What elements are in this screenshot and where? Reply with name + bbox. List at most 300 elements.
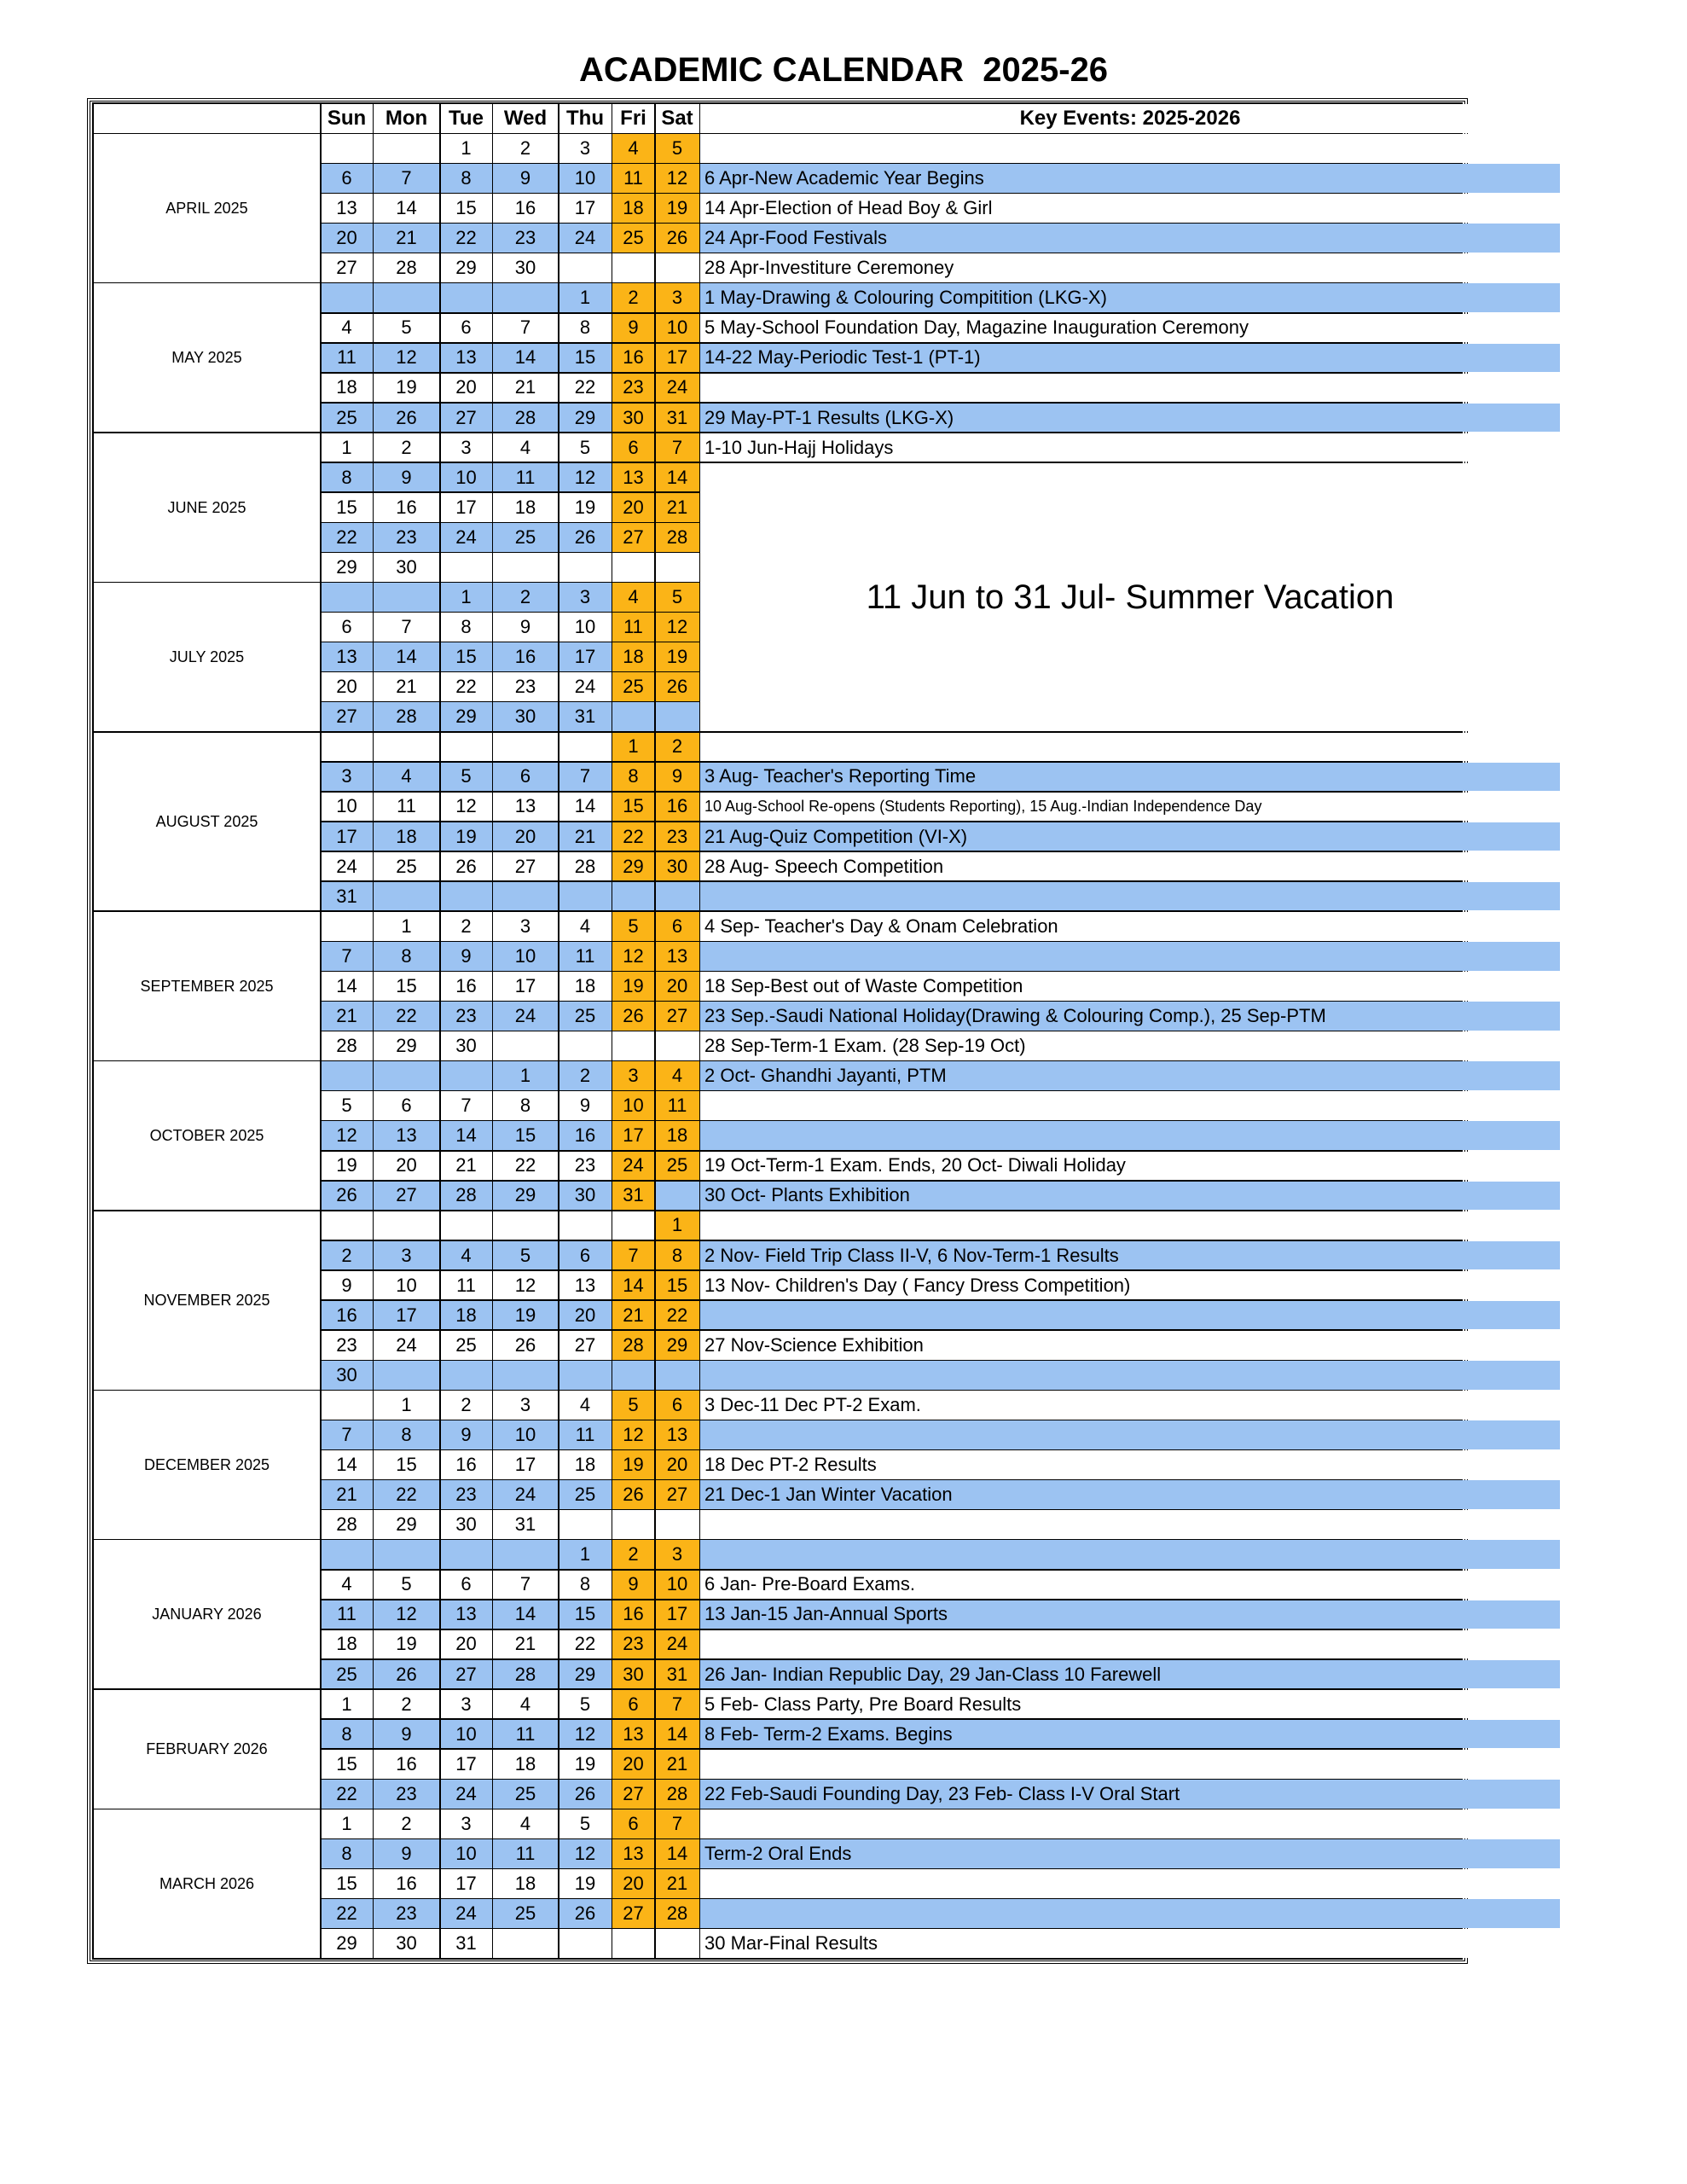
event-cell: 28 Sep-Term-1 Exam. (28 Sep-19 Oct): [700, 1031, 1560, 1060]
day-cell: 25: [612, 672, 654, 701]
day-cell: 13: [322, 194, 373, 223]
day-cell: [656, 553, 699, 582]
day-cell: 5: [441, 763, 492, 792]
event-cell: 3 Dec-11 Dec PT-2 Exam.: [700, 1391, 1560, 1420]
day-cell: 4: [656, 1061, 699, 1090]
day-cell: 9: [656, 763, 699, 792]
day-cell: 8: [322, 1720, 373, 1749]
event-cell: 1 May-Drawing & Colouring Compitition (LKG-X): [700, 283, 1560, 312]
day-cell: 20: [612, 1750, 654, 1779]
day-cell: [374, 134, 439, 163]
month-label: FEBRUARY 2026: [94, 1690, 320, 1809]
day-cell: 16: [493, 194, 558, 223]
day-cell: 3: [493, 1391, 558, 1420]
day-cell: 19: [374, 374, 439, 403]
day-cell: 24: [441, 1780, 492, 1809]
day-cell: 20: [656, 972, 699, 1001]
day-cell: 12: [559, 463, 612, 492]
day-cell: [322, 912, 373, 941]
day-cell: 31: [441, 1929, 492, 1958]
day-cell: 5: [612, 1391, 654, 1420]
day-cell: 20: [441, 374, 492, 403]
day-cell: 8: [322, 1839, 373, 1868]
event-cell: 14 Apr-Election of Head Boy & Girl: [700, 194, 1560, 223]
day-cell: 2: [374, 433, 439, 462]
day-cell: 29: [441, 253, 492, 282]
day-cell: 31: [656, 1660, 699, 1689]
day-cell: 1: [612, 733, 654, 762]
day-cell: [559, 1211, 612, 1240]
day-cell: 28: [612, 1331, 654, 1360]
day-cell: 24: [322, 852, 373, 881]
day-cell: 12: [374, 344, 439, 373]
day-cell: [493, 882, 558, 911]
day-cell: 10: [493, 1420, 558, 1449]
day-cell: 30: [441, 1031, 492, 1060]
day-cell: 3: [656, 283, 699, 312]
day-cell: 29: [559, 1660, 612, 1689]
day-cell: 29: [322, 1929, 373, 1958]
day-cell: 15: [322, 493, 373, 522]
event-cell: [700, 1540, 1560, 1569]
day-cell: 17: [322, 822, 373, 851]
day-cell: 23: [612, 1630, 654, 1659]
day-cell: 28: [374, 702, 439, 731]
day-cell: 19: [493, 1301, 558, 1330]
month-label: JUNE 2025: [94, 433, 320, 582]
day-cell: 1: [441, 134, 492, 163]
day-cell: 2: [612, 283, 654, 312]
day-cell: 28: [656, 1899, 699, 1928]
event-cell: [700, 1211, 1560, 1240]
day-cell: 5: [656, 583, 699, 612]
day-cell: 22: [322, 1780, 373, 1809]
day-cell: 9: [441, 942, 492, 971]
day-cell: 7: [322, 942, 373, 971]
day-cell: 16: [656, 793, 699, 822]
day-cell: 5: [374, 1571, 439, 1600]
day-cell: 7: [493, 1571, 558, 1600]
day-cell: 27: [322, 253, 373, 282]
day-cell: 14: [322, 1450, 373, 1479]
day-cell: [559, 733, 612, 762]
month-label: OCTOBER 2025: [94, 1061, 320, 1210]
day-cell: 22: [322, 523, 373, 552]
day-cell: 22: [374, 1002, 439, 1031]
day-cell: 11: [612, 613, 654, 642]
day-cell: 13: [656, 1420, 699, 1449]
day-cell: 16: [374, 493, 439, 522]
day-cell: 24: [656, 1630, 699, 1659]
day-cell: 28: [656, 1780, 699, 1809]
day-cell: 27: [374, 1182, 439, 1211]
day-cell: 25: [322, 1660, 373, 1689]
event-cell: [700, 1510, 1560, 1539]
day-cell: 10: [612, 1091, 654, 1120]
day-cell: 2: [374, 1809, 439, 1838]
day-cell: [374, 1361, 439, 1390]
day-cell: 28: [322, 1031, 373, 1060]
day-cell: 15: [493, 1121, 558, 1150]
day-cell: 23: [441, 1480, 492, 1509]
day-cell: 4: [493, 433, 558, 462]
day-cell: 18: [612, 194, 654, 223]
day-cell: 21: [322, 1480, 373, 1509]
day-cell: 3: [559, 583, 612, 612]
day-cell: 15: [441, 642, 492, 671]
day-cell: 16: [441, 972, 492, 1001]
day-cell: [493, 1211, 558, 1240]
day-cell: [441, 553, 492, 582]
day-cell: 30: [322, 1361, 373, 1390]
day-cell: 21: [612, 1301, 654, 1330]
day-cell: 11: [322, 344, 373, 373]
day-cell: [322, 1391, 373, 1420]
day-cell: 25: [322, 404, 373, 433]
day-cell: 15: [656, 1271, 699, 1300]
day-cell: 17: [441, 493, 492, 522]
day-cell: 1: [374, 912, 439, 941]
day-cell: 3: [441, 1809, 492, 1838]
day-cell: 18: [493, 1750, 558, 1779]
event-cell: 18 Dec PT-2 Results: [700, 1450, 1560, 1479]
day-cell: 3: [441, 433, 492, 462]
header-blank: [94, 104, 320, 133]
event-cell: 4 Sep- Teacher's Day & Onam Celebration: [700, 912, 1560, 941]
day-cell: 12: [656, 613, 699, 642]
event-cell: 24 Apr-Food Festivals: [700, 224, 1560, 253]
day-cell: 16: [559, 1121, 612, 1150]
day-cell: 4: [612, 583, 654, 612]
event-cell: 5 Feb- Class Party, Pre Board Results: [700, 1690, 1560, 1719]
day-cell: 19: [559, 1869, 612, 1898]
day-cell: 30: [559, 1182, 612, 1211]
day-cell: [612, 1031, 654, 1060]
day-cell: 13: [374, 1121, 439, 1150]
day-cell: 6: [612, 1809, 654, 1838]
day-cell: 6: [441, 314, 492, 343]
day-cell: 13: [612, 1839, 654, 1868]
day-cell: [559, 1929, 612, 1958]
day-cell: [656, 253, 699, 282]
day-cell: [612, 702, 654, 731]
day-cell: 6: [656, 912, 699, 941]
day-cell: 12: [322, 1121, 373, 1150]
day-cell: 24: [374, 1331, 439, 1360]
day-cell: 10: [441, 463, 492, 492]
day-cell: 31: [322, 882, 373, 911]
day-cell: 3: [374, 1241, 439, 1270]
day-cell: [374, 283, 439, 312]
day-cell: 17: [441, 1869, 492, 1898]
month-label: SEPTEMBER 2025: [94, 912, 320, 1060]
day-cell: 18: [612, 642, 654, 671]
day-cell: 4: [612, 134, 654, 163]
day-cell: 11: [612, 164, 654, 193]
day-cell: 18: [322, 374, 373, 403]
day-cell: 11: [374, 793, 439, 822]
day-cell: 2: [441, 1391, 492, 1420]
day-cell: 21: [441, 1152, 492, 1181]
day-cell: 20: [493, 822, 558, 851]
day-cell: 24: [612, 1152, 654, 1181]
event-cell: [700, 1630, 1560, 1659]
day-cell: 16: [612, 344, 654, 373]
day-cell: 19: [656, 642, 699, 671]
day-cell: 24: [441, 1899, 492, 1928]
day-cell: 14: [441, 1121, 492, 1150]
day-cell: 23: [374, 523, 439, 552]
day-cell: 20: [322, 224, 373, 253]
event-cell: Term-2 Oral Ends: [700, 1839, 1560, 1868]
day-cell: 21: [374, 672, 439, 701]
day-cell: 30: [493, 253, 558, 282]
day-cell: [612, 1361, 654, 1390]
header-sun: Sun: [322, 104, 373, 133]
day-cell: 30: [493, 702, 558, 731]
day-cell: 2: [493, 583, 558, 612]
day-cell: 27: [612, 1899, 654, 1928]
day-cell: 13: [559, 1271, 612, 1300]
day-cell: 19: [656, 194, 699, 223]
day-cell: 15: [441, 194, 492, 223]
day-cell: 29: [493, 1182, 558, 1211]
day-cell: 20: [441, 1630, 492, 1659]
day-cell: 27: [656, 1002, 699, 1031]
day-cell: 21: [656, 1750, 699, 1779]
day-cell: 20: [322, 672, 373, 701]
event-cell: [700, 1361, 1560, 1390]
day-cell: 20: [612, 1869, 654, 1898]
day-cell: 7: [656, 1809, 699, 1838]
day-cell: 9: [441, 1420, 492, 1449]
day-cell: 29: [656, 1331, 699, 1360]
day-cell: [322, 1061, 373, 1090]
day-cell: 29: [322, 553, 373, 582]
day-cell: 22: [322, 1899, 373, 1928]
day-cell: 27: [441, 404, 492, 433]
day-cell: [441, 1211, 492, 1240]
event-cell: 6 Apr-New Academic Year Begins: [700, 164, 1560, 193]
day-cell: 26: [612, 1480, 654, 1509]
day-cell: 6: [612, 1690, 654, 1719]
day-cell: 11: [493, 1720, 558, 1749]
day-cell: 29: [441, 702, 492, 731]
day-cell: 25: [493, 1899, 558, 1928]
day-cell: [559, 253, 612, 282]
event-cell: 26 Jan- Indian Republic Day, 29 Jan-Class 10 Farewell: [700, 1660, 1560, 1689]
day-cell: 24: [493, 1002, 558, 1031]
day-cell: [559, 1361, 612, 1390]
month-label: MARCH 2026: [94, 1809, 320, 1958]
day-cell: 6: [612, 433, 654, 462]
day-cell: 10: [493, 942, 558, 971]
event-cell: 13 Nov- Children's Day ( Fancy Dress Competition): [700, 1271, 1560, 1300]
day-cell: 7: [493, 314, 558, 343]
day-cell: 13: [493, 793, 558, 822]
day-cell: 21: [493, 374, 558, 403]
day-cell: 28: [493, 1660, 558, 1689]
day-cell: 6: [559, 1241, 612, 1270]
day-cell: 10: [374, 1271, 439, 1300]
day-cell: 22: [656, 1301, 699, 1330]
day-cell: 25: [559, 1480, 612, 1509]
day-cell: 2: [493, 134, 558, 163]
event-cell: [700, 1869, 1560, 1898]
day-cell: 12: [559, 1839, 612, 1868]
day-cell: 17: [493, 1450, 558, 1479]
day-cell: 18: [559, 1450, 612, 1479]
day-cell: 13: [656, 942, 699, 971]
day-cell: 30: [374, 553, 439, 582]
day-cell: 3: [441, 1690, 492, 1719]
day-cell: 14: [374, 642, 439, 671]
day-cell: 19: [322, 1152, 373, 1181]
month-label: JULY 2025: [94, 583, 320, 731]
day-cell: 27: [612, 1780, 654, 1809]
day-cell: 29: [374, 1031, 439, 1060]
day-cell: [612, 1929, 654, 1958]
event-cell: 2 Nov- Field Trip Class II-V, 6 Nov-Term-1 Results: [700, 1241, 1560, 1270]
day-cell: 14: [656, 1839, 699, 1868]
day-cell: [441, 1361, 492, 1390]
month-label: APRIL 2025: [94, 134, 320, 282]
day-cell: 6: [656, 1391, 699, 1420]
day-cell: 8: [559, 1571, 612, 1600]
day-cell: 6: [493, 763, 558, 792]
day-cell: [493, 1929, 558, 1958]
day-cell: 24: [441, 523, 492, 552]
day-cell: 25: [374, 852, 439, 881]
day-cell: 23: [322, 1331, 373, 1360]
day-cell: 10: [656, 1571, 699, 1600]
day-cell: 4: [374, 763, 439, 792]
day-cell: [374, 1211, 439, 1240]
day-cell: [656, 702, 699, 731]
day-cell: 6: [441, 1571, 492, 1600]
day-cell: 14: [322, 972, 373, 1001]
day-cell: 9: [493, 164, 558, 193]
day-cell: 3: [559, 134, 612, 163]
header-sat: Sat: [656, 104, 699, 133]
month-label: DECEMBER 2025: [94, 1391, 320, 1539]
month-label: MAY 2025: [94, 283, 320, 432]
event-cell: 22 Feb-Saudi Founding Day, 23 Feb- Class I-V Oral Start: [700, 1780, 1560, 1809]
day-cell: 2: [612, 1540, 654, 1569]
day-cell: 15: [322, 1750, 373, 1779]
day-cell: 25: [612, 224, 654, 253]
day-cell: 18: [374, 822, 439, 851]
day-cell: [656, 1929, 699, 1958]
day-cell: 23: [374, 1899, 439, 1928]
day-cell: 7: [656, 433, 699, 462]
day-cell: [612, 253, 654, 282]
day-cell: 11: [559, 1420, 612, 1449]
day-cell: 20: [656, 1450, 699, 1479]
day-cell: [612, 553, 654, 582]
day-cell: [322, 1540, 373, 1569]
event-cell: 23 Sep.-Saudi National Holiday(Drawing & Colouring Comp.), 25 Sep-PTM: [700, 1002, 1560, 1031]
summer-vacation-note: 11 Jun to 31 Jul- Summer Vacation: [700, 463, 1560, 731]
day-cell: 26: [656, 672, 699, 701]
calendar-table: [92, 102, 1463, 1960]
day-cell: [493, 1031, 558, 1060]
day-cell: 4: [322, 1571, 373, 1600]
day-cell: [374, 882, 439, 911]
event-cell: [700, 1121, 1560, 1150]
day-cell: 26: [559, 1780, 612, 1809]
day-cell: 11: [493, 1839, 558, 1868]
day-cell: 31: [612, 1182, 654, 1211]
day-cell: [374, 1540, 439, 1569]
day-cell: 27: [322, 702, 373, 731]
day-cell: [322, 283, 373, 312]
day-cell: 29: [374, 1510, 439, 1539]
day-cell: 2: [322, 1241, 373, 1270]
day-cell: 2: [656, 733, 699, 762]
day-cell: 26: [559, 1899, 612, 1928]
day-cell: 14: [493, 1600, 558, 1629]
day-cell: 9: [612, 1571, 654, 1600]
day-cell: 12: [374, 1600, 439, 1629]
event-cell: [700, 1899, 1560, 1928]
day-cell: 19: [374, 1630, 439, 1659]
header-wed: Wed: [493, 104, 558, 133]
day-cell: 27: [441, 1660, 492, 1689]
day-cell: 17: [493, 972, 558, 1001]
day-cell: 25: [493, 523, 558, 552]
day-cell: 13: [612, 463, 654, 492]
day-cell: 9: [374, 1839, 439, 1868]
day-cell: 22: [441, 672, 492, 701]
event-cell: 19 Oct-Term-1 Exam. Ends, 20 Oct- Diwali Holiday: [700, 1152, 1560, 1181]
day-cell: 20: [559, 1301, 612, 1330]
day-cell: 11: [559, 942, 612, 971]
day-cell: 6: [374, 1091, 439, 1120]
day-cell: 1: [656, 1211, 699, 1240]
day-cell: 10: [656, 314, 699, 343]
day-cell: 8: [441, 164, 492, 193]
event-cell: 28 Apr-Investiture Ceremoney: [700, 253, 1560, 282]
day-cell: 1: [322, 1690, 373, 1719]
day-cell: [374, 1061, 439, 1090]
day-cell: 10: [559, 164, 612, 193]
day-cell: 12: [656, 164, 699, 193]
day-cell: 8: [559, 314, 612, 343]
header-tue: Tue: [441, 104, 492, 133]
day-cell: 14: [493, 344, 558, 373]
event-cell: 10 Aug-School Re-opens (Students Reporting), 15 Aug.-Indian Independence Day: [700, 793, 1560, 822]
day-cell: 12: [493, 1271, 558, 1300]
header-key-events: Key Events: 2025-2026: [700, 104, 1560, 133]
day-cell: 9: [374, 463, 439, 492]
day-cell: 25: [493, 1780, 558, 1809]
day-cell: 26: [374, 404, 439, 433]
day-cell: 5: [322, 1091, 373, 1120]
day-cell: 26: [374, 1660, 439, 1689]
day-cell: 12: [559, 1720, 612, 1749]
day-cell: 7: [322, 1420, 373, 1449]
day-cell: 27: [656, 1480, 699, 1509]
day-cell: [493, 1361, 558, 1390]
day-cell: 24: [559, 224, 612, 253]
day-cell: 17: [656, 344, 699, 373]
day-cell: 31: [493, 1510, 558, 1539]
day-cell: [493, 733, 558, 762]
day-cell: 4: [441, 1241, 492, 1270]
day-cell: 25: [441, 1331, 492, 1360]
day-cell: 15: [374, 1450, 439, 1479]
